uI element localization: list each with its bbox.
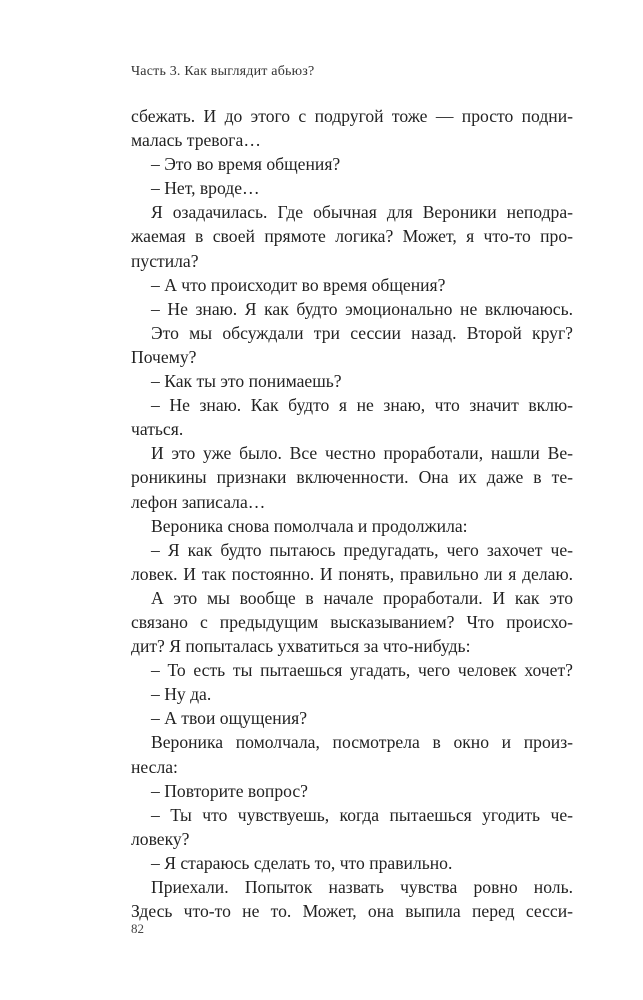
running-head: Часть 3. Как выглядит абьюз?	[131, 64, 315, 79]
text-line: лефон записала…	[131, 491, 266, 512]
text-line: малась тревога…	[131, 130, 261, 151]
text-line: – Не знаю. Как будто я не знаю, что значит вклю-	[151, 395, 573, 416]
text-line: – Ну да.	[151, 684, 212, 705]
text-line: жаемая в своей прямоте логика? Может, я что-то про-	[131, 226, 573, 247]
text-line: чаться.	[131, 419, 184, 440]
text-line: сбежать. И до этого с подругой тоже — просто подни-	[131, 106, 573, 126]
text-line: Вероника снова помолчала и продолжила:	[151, 515, 468, 536]
text-line: И это уже было. Все честно проработали, нашли Ве-	[151, 443, 573, 464]
text-line: пустила?	[131, 250, 199, 271]
text-line: Здесь что-то не то. Может, она выпила перед сесси-	[131, 901, 573, 922]
text-line: Приехали. Попыток назвать чувства ровно ноль.	[151, 877, 573, 897]
text-line: Вероника помолчала, посмотрела в окно и произ-	[151, 732, 573, 753]
text-line: – Как ты это понимаешь?	[151, 371, 342, 392]
text-line: – Нет, вроде…	[151, 178, 260, 199]
text-line: роникины признаки включенности. Она их даже в те-	[131, 467, 573, 488]
text-line: – Ты что чувствуешь, когда пытаешься угодить че-	[151, 804, 573, 825]
text-line: – То есть ты пытаешься угадать, чего человек хочет?	[151, 660, 573, 681]
body-text	[131, 104, 573, 923]
text-line: несла:	[131, 756, 178, 777]
text-line: – Не знаю. Я как будто эмоционально не включаюсь.	[151, 298, 573, 319]
text-line: Почему?	[131, 346, 197, 367]
text-line: Это мы обсуждали три сессии назад. Второй круг?	[151, 322, 573, 343]
text-line: ловек. И так постоянно. И понять, правильно ли я делаю.	[131, 563, 573, 584]
text-line: ловеку?	[131, 828, 190, 849]
text-line: – Повторите вопрос?	[151, 780, 308, 801]
text-line: Я озадачилась. Где обычная для Вероники неподра-	[151, 202, 573, 223]
text-line: дит? Я попыталась ухватиться за что-нибудь:	[131, 636, 471, 657]
text-line: – Я как будто пытаюсь предугадать, чего захочет че-	[151, 539, 573, 560]
text-line: А это мы вообще в начале проработали. И как это	[151, 587, 573, 608]
text-line: – А что происходит во время общения?	[151, 274, 446, 295]
page-number: 82	[131, 921, 144, 936]
text-line: – Это во время общения?	[151, 154, 341, 175]
text-line: – А твои ощущения?	[151, 708, 308, 729]
text-line: – Я стараюсь сделать то, что правильно.	[151, 852, 453, 873]
text-line: связано с предыдущим высказыванием? Что происхо-	[131, 611, 573, 632]
